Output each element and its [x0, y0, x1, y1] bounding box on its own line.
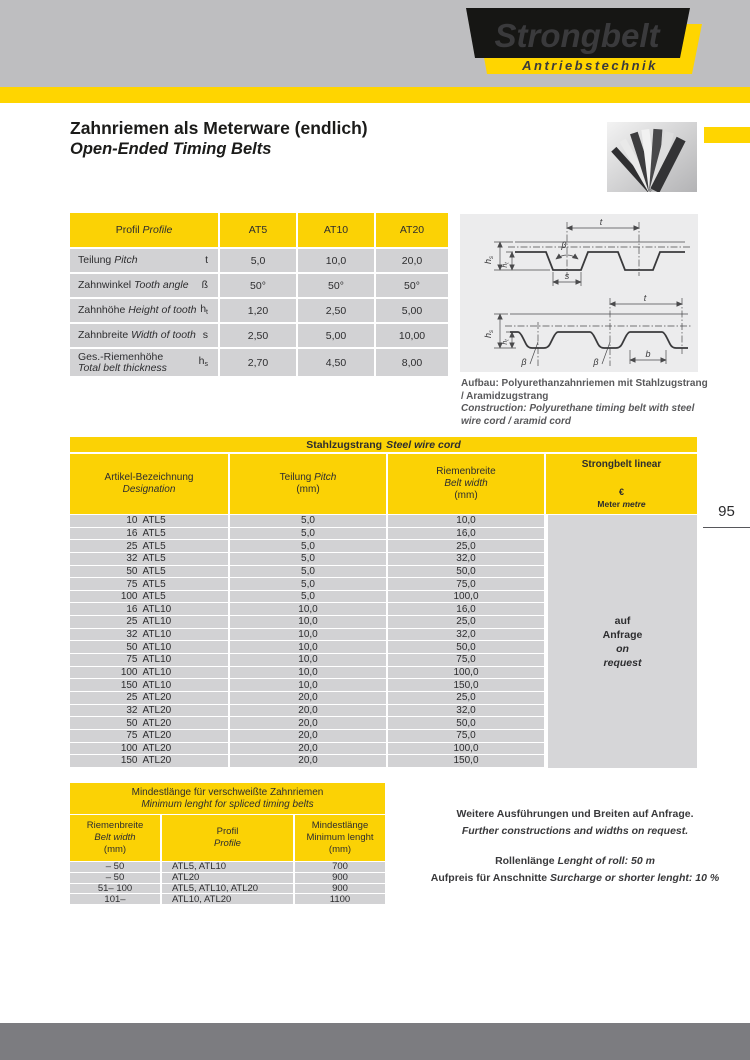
dim-hs-label: $h_s$: [483, 255, 495, 265]
table-row: [70, 679, 546, 692]
article-cell: 50 ATL10: [70, 641, 230, 653]
dim-ht2-label: $h_t$: [502, 339, 511, 345]
table-row: [70, 566, 546, 579]
table-row: [70, 528, 546, 541]
dim-t2-label: t: [643, 293, 647, 303]
width-cell: 25,0: [388, 692, 546, 704]
column-header-min-length: Mindestlänge Minimum lenght (mm): [295, 815, 385, 861]
note-surcharge: Aufpreis für Anschnitte Surcharge or shorter lenght: 10 %: [430, 872, 720, 884]
steel-table-rows: [70, 515, 546, 768]
value-at5: 5,0: [220, 249, 298, 272]
article-cell: 32 ATL10: [70, 629, 230, 641]
pitch-cell: 10,0: [230, 603, 388, 615]
table-row: [70, 692, 546, 705]
belt-width-cell: 51– 100: [70, 884, 162, 894]
table-row: [70, 616, 546, 629]
article-cell: 25 ATL5: [70, 540, 230, 552]
width-cell: 150,0: [388, 755, 546, 767]
article-cell: 32 ATL5: [70, 553, 230, 565]
min-length-cell: 700: [295, 862, 385, 872]
width-cell: 25,0: [388, 540, 546, 552]
width-cell: 25,0: [388, 616, 546, 628]
table-row: [70, 717, 546, 730]
value-at20: 20,0: [376, 249, 448, 272]
min-table-title: Mindestlänge für verschweißte Zahnriemen Minimum lenght for spliced timing belts: [70, 783, 385, 814]
value-at5: 50°: [220, 274, 298, 297]
article-cell: 150 ATL20: [70, 755, 230, 767]
value-at10: 2,50: [298, 299, 376, 322]
table-row: [70, 274, 448, 297]
min-table-header: [70, 815, 385, 861]
profile-header-cell: [70, 213, 220, 247]
article-cell: 150 ATL10: [70, 679, 230, 691]
steel-table-title: [70, 437, 697, 452]
brand-logo: [450, 5, 706, 85]
table-row: [70, 249, 448, 272]
width-cell: 32,0: [388, 553, 546, 565]
pitch-cell: 5,0: [230, 553, 388, 565]
accent-bar-right: [704, 127, 750, 143]
width-cell: 75,0: [388, 578, 546, 590]
pitch-cell: 10,0: [230, 654, 388, 666]
dim-b-label: b: [645, 349, 651, 359]
article-cell: 50 ATL5: [70, 566, 230, 578]
pitch-cell: 5,0: [230, 566, 388, 578]
value-at20: 5,00: [376, 299, 448, 322]
width-cell: 100,0: [388, 667, 546, 679]
table-row: [70, 873, 385, 884]
brand-name: Strongbelt: [494, 17, 660, 54]
width-cell: 32,0: [388, 629, 546, 641]
table-row: [70, 743, 546, 756]
dim-hs2-label: $h_s$: [483, 329, 495, 339]
steel-cord-table: [70, 437, 697, 768]
width-cell: 100,0: [388, 743, 546, 755]
width-cell: 150,0: [388, 679, 546, 691]
column-header-at10: AT10: [298, 213, 376, 247]
table-row: [70, 324, 448, 347]
dim-beta3-label: β: [593, 357, 599, 367]
table-row: [70, 667, 546, 680]
article-cell: 16 ATL10: [70, 603, 230, 615]
belt-width-cell: 101–: [70, 894, 162, 904]
dim-s-label: s: [564, 271, 570, 281]
table-row: [70, 884, 385, 895]
article-cell: 25 ATL10: [70, 616, 230, 628]
profile-cell: ATL20: [162, 873, 295, 883]
table-row: [70, 755, 546, 768]
table-row: [70, 349, 448, 376]
value-at5: 1,20: [220, 299, 298, 322]
article-cell: 100 ATL5: [70, 591, 230, 603]
table-row: [70, 591, 546, 604]
value-at5: 2,70: [220, 349, 298, 376]
pitch-cell: 20,0: [230, 717, 388, 729]
table-row: [70, 894, 385, 905]
article-cell: 32 ATL20: [70, 705, 230, 717]
column-header-designation: Artikel-Bezeichnung Designation: [70, 454, 230, 514]
construction-note-en: Construction: Polyurethane timing belt with steel wire cord / aramid cord: [461, 403, 695, 427]
product-photo: [607, 122, 697, 192]
pitch-cell: 10,0: [230, 629, 388, 641]
table-row: [70, 540, 546, 553]
column-header-pitch: Teilung Pitch (mm): [230, 454, 388, 514]
width-cell: 75,0: [388, 730, 546, 742]
min-length-table: [70, 783, 385, 905]
value-at20: 50°: [376, 274, 448, 297]
pitch-cell: 10,0: [230, 679, 388, 691]
footer-band: [0, 1023, 750, 1060]
width-cell: 32,0: [388, 705, 546, 717]
note-roll-length: Rollenlänge Lenght of roll: 50 m: [495, 855, 655, 867]
pitch-cell: 20,0: [230, 743, 388, 755]
article-cell: 75 ATL10: [70, 654, 230, 666]
accent-bar-top: [0, 87, 750, 103]
value-at10: 10,0: [298, 249, 376, 272]
table-row: [70, 862, 385, 873]
pitch-cell: 20,0: [230, 692, 388, 704]
pitch-cell: 5,0: [230, 528, 388, 540]
tooth-profile-diagram: [460, 214, 698, 372]
dim-ht-label: $h_t$: [502, 262, 511, 268]
value-at10: 50°: [298, 274, 376, 297]
value-at10: 4,50: [298, 349, 376, 376]
table-row: [70, 299, 448, 322]
price-on-request-cell: auf Anfrage on request: [546, 515, 697, 768]
steel-table-header: [70, 454, 697, 514]
pitch-cell: 10,0: [230, 616, 388, 628]
column-header-belt-width: Riemenbreite Belt width (mm): [388, 454, 546, 514]
table-row: [70, 654, 546, 667]
profile-cell: ATL5, ATL10: [162, 862, 295, 872]
header-label-de: Profil: [115, 224, 140, 236]
column-header-belt-width: Riemenbreite Belt width (mm): [70, 815, 162, 861]
min-length-cell: 1100: [295, 894, 385, 904]
brand-tagline: Antriebstechnik: [522, 58, 658, 73]
pitch-cell: 20,0: [230, 705, 388, 717]
row-label-cell: Zahnbreite Width of tooth s: [70, 324, 220, 347]
pitch-cell: 10,0: [230, 667, 388, 679]
width-cell: 100,0: [388, 591, 546, 603]
column-header-profile: Profil Profile: [162, 815, 295, 861]
width-cell: 10,0: [388, 515, 546, 527]
profile-cell: ATL10, ATL20: [162, 894, 295, 904]
column-header-at20: AT20: [376, 213, 448, 247]
value-at10: 5,00: [298, 324, 376, 347]
width-cell: 50,0: [388, 566, 546, 578]
width-cell: 50,0: [388, 717, 546, 729]
page-title-de: Zahnriemen als Meterware (endlich): [70, 118, 368, 138]
table-row: [70, 578, 546, 591]
article-cell: 25 ATL20: [70, 692, 230, 704]
table-row: [70, 730, 546, 743]
article-cell: 100 ATL20: [70, 743, 230, 755]
pitch-cell: 10,0: [230, 641, 388, 653]
page-title: [70, 118, 368, 160]
dim-beta2-label: β: [521, 357, 527, 367]
pitch-cell: 20,0: [230, 755, 388, 767]
table-row: [70, 641, 546, 654]
profile-cell: ATL5, ATL10, ATL20: [162, 884, 295, 894]
article-cell: 10 ATL5: [70, 515, 230, 527]
value-at20: 8,00: [376, 349, 448, 376]
table-row: [70, 553, 546, 566]
pitch-cell: 5,0: [230, 578, 388, 590]
row-label-cell: Zahnwinkel Tooth angle ß: [70, 274, 220, 297]
article-cell: 16 ATL5: [70, 528, 230, 540]
width-cell: 75,0: [388, 654, 546, 666]
column-header-price: Strongbelt linear € Meter metre: [546, 454, 697, 514]
page-number: 95: [703, 503, 750, 528]
article-cell: 75 ATL20: [70, 730, 230, 742]
pitch-cell: 5,0: [230, 515, 388, 527]
value-at20: 10,00: [376, 324, 448, 347]
notes-block: [400, 806, 750, 887]
article-cell: 50 ATL20: [70, 717, 230, 729]
profile-table-header: [70, 213, 448, 247]
belt-width-cell: – 50: [70, 873, 162, 883]
belt-width-cell: – 50: [70, 862, 162, 872]
profile-table-body: [70, 249, 448, 376]
table-row: [70, 705, 546, 718]
pitch-cell: 5,0: [230, 540, 388, 552]
pitch-cell: 5,0: [230, 591, 388, 603]
profile-spec-table: [70, 213, 448, 376]
dim-t-label: t: [599, 217, 603, 227]
width-cell: 50,0: [388, 641, 546, 653]
width-cell: 16,0: [388, 603, 546, 615]
table-row: [70, 603, 546, 616]
row-label-cell: Ges.-Riemenhöhe Total belt thickness $h_s$: [70, 349, 220, 376]
min-table-rows: [70, 862, 385, 905]
construction-note-de: Aufbau: Polyurethanzahnriemen mit Stahlzugstrang / Aramidzugstrang: [461, 378, 708, 402]
steel-title-de: Stahlzugstrang: [306, 438, 383, 451]
note-further-en: Further constructions and widths on request.: [461, 825, 689, 837]
article-cell: 75 ATL5: [70, 578, 230, 590]
row-label-cell: Zahnhöhe Height of tooth $h_t$: [70, 299, 220, 322]
min-length-cell: 900: [295, 873, 385, 883]
row-label-cell: Teilung Pitch t: [70, 249, 220, 272]
note-further-de: Weitere Ausführungen und Breiten auf Anfrage.: [456, 808, 694, 820]
construction-note: [461, 378, 713, 428]
pitch-cell: 20,0: [230, 730, 388, 742]
min-length-cell: 900: [295, 884, 385, 894]
table-row: [70, 515, 546, 528]
dim-beta-label: β: [561, 240, 567, 250]
table-row: [70, 629, 546, 642]
value-at5: 2,50: [220, 324, 298, 347]
column-header-at5: AT5: [220, 213, 298, 247]
header-label-en: Profile: [142, 224, 173, 236]
page-title-en: Open-Ended Timing Belts: [70, 140, 272, 158]
steel-title-en: Steel wire cord: [386, 438, 461, 451]
article-cell: 100 ATL10: [70, 667, 230, 679]
width-cell: 16,0: [388, 528, 546, 540]
